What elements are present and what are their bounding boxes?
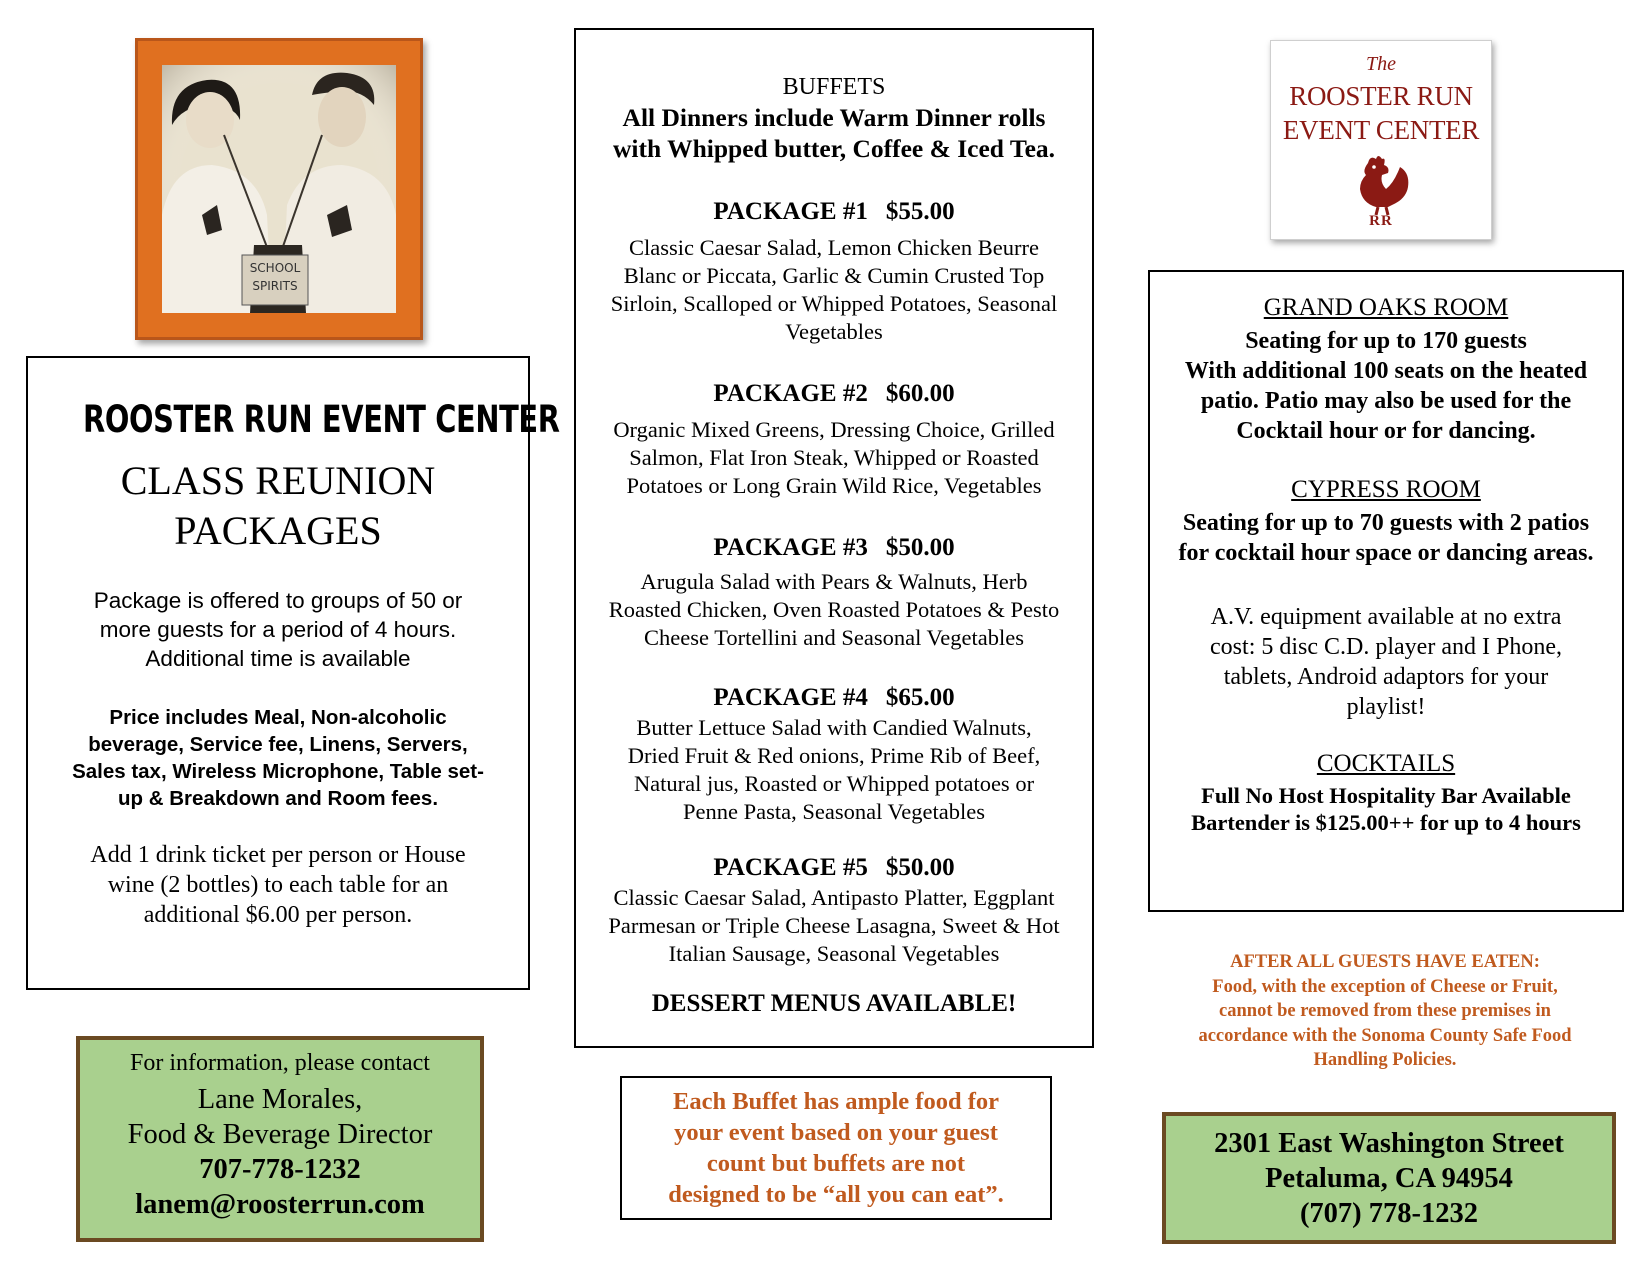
logo-line: ROOSTER RUN [1289,81,1473,111]
rooms-info-box [1148,270,1624,912]
package-price: $60.00 [885,380,955,407]
includes-line: Price includes Meal, Non-alcoholic [109,706,447,729]
package-line: Vegetables [785,319,883,344]
address-box [1162,1112,1616,1244]
info-line: With additional 100 seats on the heated [1184,358,1588,384]
package-heading [576,380,1092,408]
cocktail-details [1154,782,1618,836]
package-description [584,234,1084,346]
contact-email[interactable]: lanem@roosterrun.com [135,1189,425,1220]
package-heading [576,854,1092,882]
package-name: PACKAGE #4 [713,684,868,711]
cocktails-heading: COCKTAILS [1316,750,1456,777]
photo-sign-line: SCHOOL [249,261,301,275]
venue-logo [1270,40,1492,240]
food-policy-note [1160,950,1610,1073]
package-line: Blanc or Piccata, Garlic & Cumin Crusted Top [623,263,1045,288]
reunion-photo-frame [135,38,423,340]
package-line: Potatoes or Long Grain Wild Rice, Vegetables [626,473,1042,498]
package-name: PACKAGE #1 [713,198,868,225]
contact-phone[interactable]: 707-778-1232 [199,1154,361,1185]
package-line: Cheese Tortellini and Seasonal Vegetables [644,625,1024,650]
addon-line: additional $6.00 per person. [143,902,413,928]
cypress-details [1154,508,1618,568]
contact-role: Food & Beverage Director [127,1119,433,1150]
note-line: designed to be “all you can eat”. [668,1181,1004,1208]
policy-line: cannot be removed from these premises in [1219,1001,1551,1021]
package-line: Salmon, Flat Iron Steak, Whipped or Roasted [629,445,1039,470]
subtitle-line: CLASS REUNION [120,458,436,503]
info-line: Full No Host Hospitality Bar Available [1201,783,1571,808]
package-line: Classic Caesar Salad, Lemon Chicken Beurre [629,235,1039,260]
includes-line: Sales tax, Wireless Microphone, Table set- [72,760,484,783]
note-line: Each Buffet has ample food for [673,1088,999,1115]
package-heading [576,198,1092,226]
note-line: your event based on your guest [674,1119,998,1146]
info-line: A.V. equipment available at no extra [1210,604,1562,630]
package-line: Roasted Chicken, Oven Roasted Potatoes & Pesto [608,597,1060,622]
includes-line: up & Breakdown and Room fees. [117,787,439,810]
menu-intro-line: All Dinners include Warm Dinner rolls [622,103,1046,132]
dessert-note: DESSERT MENUS AVAILABLE! [651,990,1017,1017]
menu-intro [576,102,1092,164]
package-line: Organic Mixed Greens, Dressing Choice, Grilled [613,417,1055,442]
logo-monogram: RR [1369,213,1393,229]
contact-name: Lane Morales, [197,1084,363,1115]
package-subtitle [28,456,528,556]
package-price: $50.00 [885,854,955,881]
package-description [584,714,1084,826]
subtitle-line: PACKAGES [174,508,382,553]
contact-intro: For information, please contact [130,1050,430,1076]
reunion-photo [162,65,396,313]
package-name: PACKAGE #2 [713,380,868,407]
package-price: $55.00 [885,198,955,225]
info-line: Seating for up to 170 guests [1245,328,1527,354]
grand-oaks-heading: GRAND OAKS ROOM [1263,294,1509,321]
grand-oaks-details [1154,326,1618,446]
address-city: Petaluma, CA 94954 [1265,1163,1513,1194]
package-line: Penne Pasta, Seasonal Vegetables [682,799,985,824]
offer-line: Additional time is available [145,646,411,671]
package-description [584,568,1084,652]
package-description [584,416,1084,500]
package-price: $65.00 [885,684,955,711]
buffet-menu [574,28,1094,1048]
drink-addon-text [48,840,508,930]
address-street: 2301 East Washington Street [1214,1128,1564,1159]
contact-box [76,1036,484,1242]
venue-title: ROOSTER RUN EVENT CENTER [83,398,560,441]
av-equipment-text [1160,602,1612,722]
policy-line: Food, with the exception of Cheese or Fruit, [1212,976,1558,997]
offer-text [42,586,514,673]
package-heading [576,534,1092,562]
info-line: cost: 5 disc C.D. player and I Phone, [1210,634,1562,660]
info-line: tablets, Android adaptors for your [1223,664,1549,690]
info-line: playlist! [1346,694,1426,720]
menu-intro-line: with Whipped butter, Coffee & Iced Tea. [612,134,1056,163]
includes-line: beverage, Service fee, Linens, Servers, [88,733,468,756]
reunion-package-panel [26,356,560,990]
package-line: Arugula Salad with Pears & Walnuts, Herb [640,569,1028,594]
package-line: Classic Caesar Salad, Antipasto Platter, Eggplant [613,885,1055,910]
info-line: Cocktail hour or for dancing. [1236,418,1536,444]
package-line: Parmesan or Triple Cheese Lasagna, Sweet & Hot [608,913,1060,938]
logo-line: EVENT CENTER [1282,115,1480,145]
cypress-heading: CYPRESS ROOM [1291,476,1481,503]
offer-line: Package is offered to groups of 50 or [93,588,463,613]
package-name: PACKAGE #5 [713,854,868,881]
buffet-portion-note [620,1076,1052,1220]
offer-line: more guests for a period of 4 hours. [99,617,457,642]
address-phone[interactable]: (707) 778-1232 [1299,1198,1479,1229]
price-includes-text [38,704,518,812]
package-line: Italian Sausage, Seasonal Vegetables [668,941,1000,966]
package-line: Natural jus, Roasted or Whipped potatoes or [633,771,1035,796]
policy-line: Handling Policies. [1313,1050,1457,1070]
package-heading [576,684,1092,712]
addon-line: Add 1 drink ticket per person or House [90,842,466,868]
package-line: Dried Fruit & Red onions, Prime Rib of Beef, [627,743,1041,768]
package-price: $50.00 [885,534,955,561]
addon-line: wine (2 bottles) to each table for an [107,872,449,898]
photo-sign-line: SPIRITS [252,279,298,293]
note-line: count but buffets are not [706,1150,966,1177]
logo-the: The [1366,53,1396,75]
info-line: Seating for up to 70 guests with 2 patios [1182,510,1590,536]
info-line: for cocktail hour space or dancing areas. [1178,540,1594,566]
package-line: Sirloin, Scalloped or Whipped Potatoes, Seasonal [610,291,1058,316]
package-line: Butter Lettuce Salad with Candied Walnuts, [636,715,1032,740]
policy-line: accordance with the Sonoma County Safe Food [1198,1025,1572,1046]
menu-heading: BUFFETS [782,74,886,100]
package-name: PACKAGE #3 [713,534,868,561]
policy-line: AFTER ALL GUESTS HAVE EATEN: [1230,952,1540,972]
info-line: Bartender is $125.00++ for up to 4 hours [1191,810,1581,835]
info-line: patio. Patio may also be used for the [1200,388,1572,414]
package-description [584,884,1084,968]
